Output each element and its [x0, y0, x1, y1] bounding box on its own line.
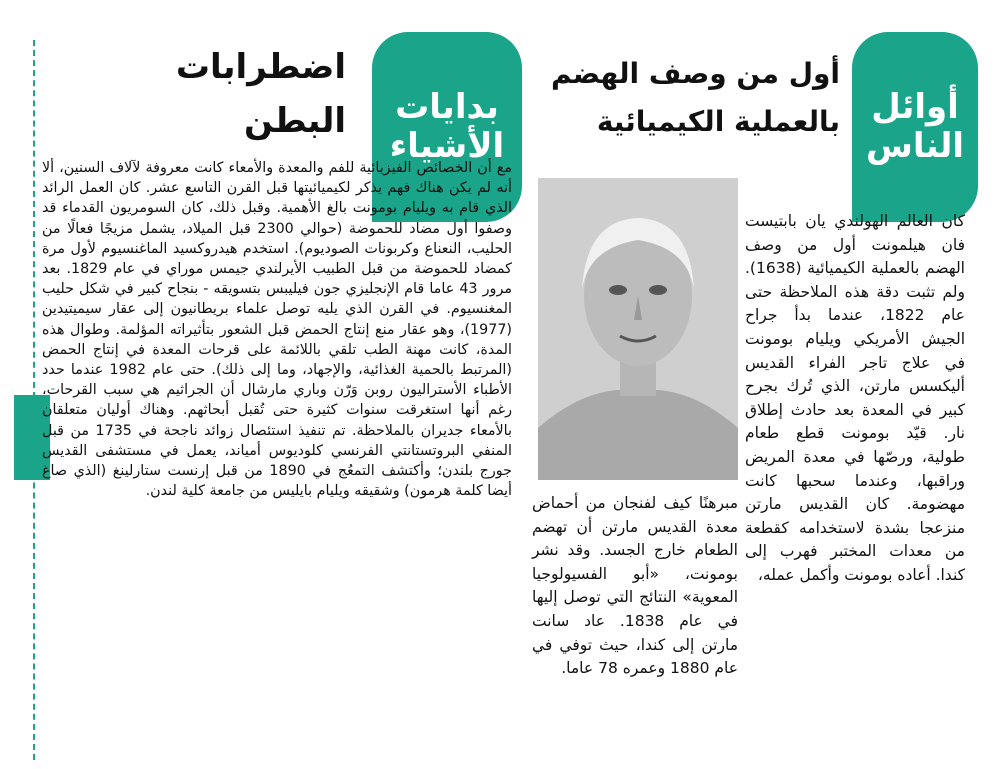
- right-column-text: كان العالم الهولندي يان بابتيست فان هيلمونت أول من وصف الهضم بالعملية الكيميائية (1638). ولم تثبت دقة هذه الملاحظة حتى عام 1822، عندما بدأ جراح الجيش الأمريكي ويليام بومونت في علاج تاجر الفراء القديس أليكسس مارتن، الذي تُرك بجرح كبير في المعدة بعد حادث إطلاق نار. قيّد بومونت قطع طعام طولية، ورصّها في معدة المريض وراقبها، وعندما سحبها كانت مهضومة. كان القديس مارتن منزعجا بشدة لاستخدامه كقطعة من معدات المختبر فهرب إلى كندا. أعاده بومونت وأكمل عمله،: [745, 212, 966, 584]
- badge-line: الأشياء: [389, 126, 505, 166]
- portrait-illustration: [538, 178, 738, 480]
- badge-first-people: [852, 32, 978, 222]
- portrait-photo: [538, 178, 738, 480]
- headline-line: أول من وصف الهضم: [550, 57, 840, 90]
- middle-column-text: مبرهنًا كيف لفنجان من أحماض معدة القديس مارتن أن تهضم الطعام خارج الجسد. وقد نشر بومونت، «أبو الفسيولوجيا المعوية» النتائج التي توصل إليها في عام 1838. عاد سانت مارتن إلى كندا، حيث توفي في عام 1880 وعمره 78 عاما.: [532, 494, 738, 678]
- headline-line: البطن: [243, 101, 346, 141]
- main-headline: [540, 50, 840, 146]
- headline-line: اضطرابات: [175, 47, 346, 87]
- badge-line: أوائل: [871, 86, 959, 127]
- headline-line: بالعملية الكيميائية: [596, 105, 840, 138]
- badge-line: الناس: [866, 126, 964, 166]
- left-column-text: مع أن الخصائص الفيزيائية للفم والمعدة والأمعاء كانت معروفة لآلاف السنين، ألا أنه لم يكن هناك فهم يذكر لكيميائيتها قبل القرن التاسع عشر. كان العمل الرائد الذي قام به ويليام بومونت بالغ الأهمية. وقبل ذلك، كان السومريون القدماء قد وصفوا أول مضاد للحموضة (حوالي 2300 قبل الميلاد، يشمل مزيجًا فعالًا من الحليب، النعناع وكربونات الصوديوم). استخدم هيدروكسيد الماغنسيوم لأول مرة كمضاد للحموضة من قبل الطبيب الأيرلندي جيمس موراي في عام 1829. بعد مرور 43 عاما قام الإنجليزي جون فيليبس بتسويقه - بنجاح كبير في شكل حليب المغنسيوم. في القرن الذي يليه توصل علماء بريطانيون إلى عقار سيميتيدين (1977)، وهو عقار منع إنتاج الحمض قبل الشعور بتأثيراته المؤلمة. وطوال هذه المدة، كانت مهنة الطب تلقي باللائمة على قرحات المعدة في إنتاج الحمض (المرتبط بالحمية الغذائية، والإجهاد، وما إلى ذلك). حتى عام 1982 عندما حدد الأطباء الأستراليون روبن وَرّن وباري مارشال أن الجراثيم هي سبب القرحات، رغم أنها استغرقت سنوات كثيرة حتى تُقبل أبحاثهم. وهناك أوليان متعلقان بالأمعاء جديران بالملاحظة. تم تنفيذ استئصال زوائد ناجحة في 1735 من قبل المنفي البروتستانتي الفرنسي كلوديوس أمياند، يعمل في مستشفى القديس جورج بلندن؛ وأكتشف التمعُج في 1890 من قبل إرنست ستارلينغ (الذي صاغ أيضا كلمة هرمون) وشقيقه ويليام بايليس من جامعة كلية لندن.: [42, 160, 513, 500]
- side-headline: [120, 40, 346, 148]
- badge-line: بدايات: [395, 86, 499, 127]
